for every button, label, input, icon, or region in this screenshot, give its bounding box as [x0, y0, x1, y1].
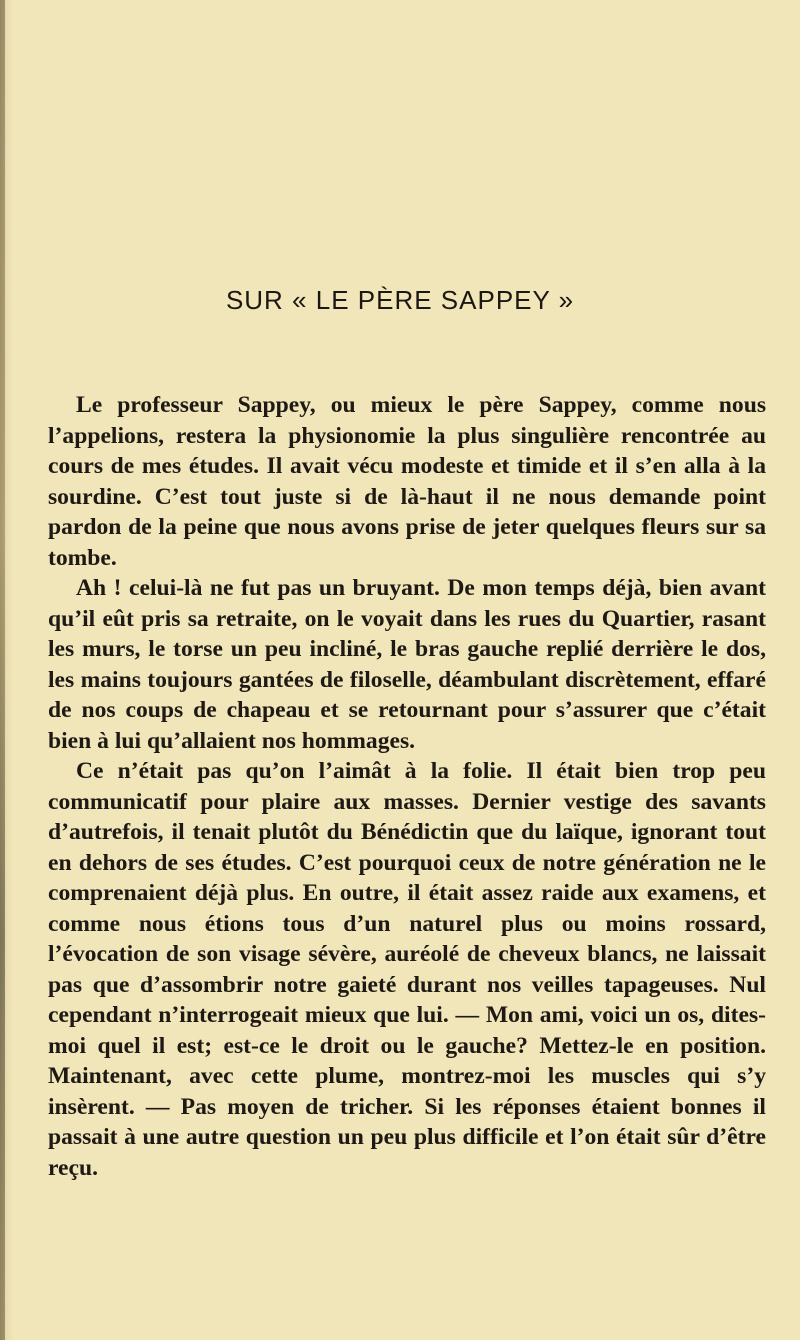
chapter-title: SUR « LE PÈRE SAPPEY » — [225, 285, 575, 315]
body-text — [48, 390, 766, 1183]
paragraph-2: Ah ! celui-là ne fut pas un bruyant. De mon temps déjà, bien avant qu’il eût pris sa retraite, on le voyait dans les rues du Quartier, rasant les murs, le torse un peu incliné, le bras gauche replié derrière le dos, les mains toujours gantées de filoselle, déambulant discrètement, effaré de nos coups de chapeau et se retournant pour s’assurer que c’était bien à lui qu’allaient nos hommages. — [48, 575, 766, 754]
paragraph-1: Le professeur Sappey, ou mieux le père Sappey, comme nous l’appelions, restera la physionomie la plus singulière rencontrée au cours de mes études. Il avait vécu modeste et timide et il s’en alla à la sourdine. C’est tout juste si de là-haut il ne nous demande point pardon de la peine que nous avons prise de jeter quelques fleurs sur sa tombe. — [48, 392, 766, 571]
paragraph-3: Ce n’était pas qu’on l’aimât à la folie. Il était bien trop peu communicatif pour plaire aux masses. Dernier vestige des savants d’autrefois, il tenait plutôt du Bénédictin que du laïque, ignorant tout en dehors de ses études. C’est pourquoi ceux de notre génération ne le comprenaient déjà plus. En outre, il était assez raide aux examens, et comme nous étions tous d’un naturel plus ou moins rossard, l’évocation de son visage sévère, auréolé de cheveux blancs, ne laissait pas que d’assombrir notre gaieté durant nos veilles tapageuses. Nul cependant n’interrogeait mieux que lui. — Mon ami, voici un os, dites-moi quel il est; est-ce le droit ou le gauche? Mettez-le en position. Maintenant, avec cette plume, montrez-moi les muscles qui s’y insèrent. — Pas moyen de tricher. Si les réponses étaient bonnes il passait à une autre question un peu plus difficile et l’on était sûr d’être reçu. — [48, 758, 766, 1181]
page-binding-edge — [0, 0, 5, 1340]
